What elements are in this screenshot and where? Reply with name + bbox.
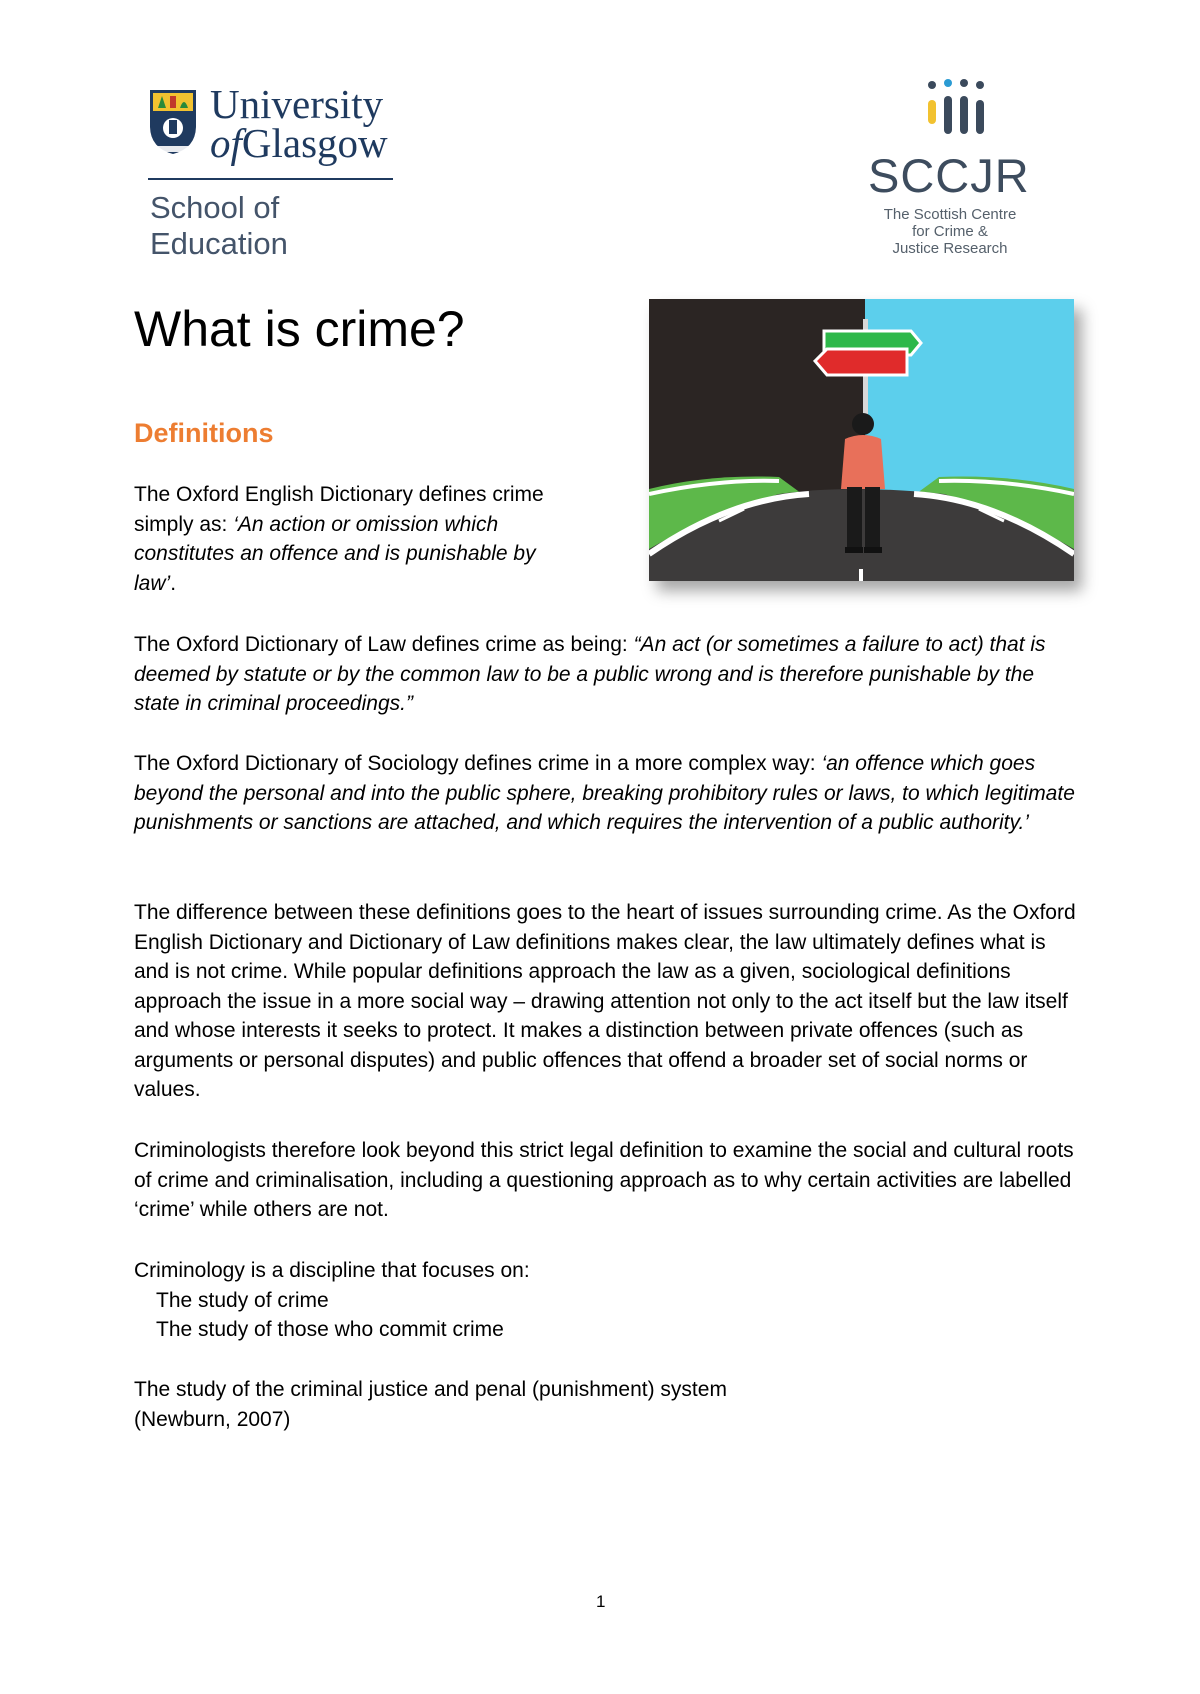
- sccjr-bars-icon: [926, 78, 988, 136]
- paragraph-difference: The difference between these definitions goes to the heart of issues surrounding crime. As the Oxford English Dictionary and Dictionary of Law definitions makes clear, the law ultimately defines what is and is not crime. While popular definitions approach the law as a given, sociological definitions approach the issue in a more social way – drawing attention not only to the act itself but the law itself and whose interests it seeks to protect. It makes a distinction between private offences (such as arguments or personal disputes) and public offences that offend a broader set of social norms or values.: [134, 901, 1076, 1101]
- sccjr-subtitle: The Scottish Centre for Crime & Justice Research: [883, 206, 1017, 257]
- university-of-glasgow-logo: [148, 81, 398, 264]
- page-title: What is crime?: [134, 301, 465, 357]
- school-name: School of Education: [150, 190, 288, 261]
- paragraph-criminology-focus: [134, 1256, 834, 1345]
- list-item: The study of crime: [156, 1288, 329, 1312]
- focus-intro: Criminology is a discipline that focuses on:: [134, 1259, 530, 1282]
- paragraph-sociology-definition: The Oxford Dictionary of Sociology defines crime in a more complex way: ‘an offence which goes beyond the personal and into the public sphere, breaking prohibitory rules or laws, to which legitimate punishments or sanctions are attached, and which requires the intervention of a public authority.’: [134, 752, 1075, 834]
- paragraph-criminologists: Criminologists therefore look beyond this strict legal definition to examine the social and cultural roots of crime and criminalisation, including a questioning approach as to why certain activities are labelled ‘crime’ while others are not.: [134, 1139, 1074, 1221]
- logo-divider: [148, 178, 393, 180]
- sccjr-acronym: SCCJR: [868, 149, 1030, 202]
- glasgow-crest-icon: [148, 86, 198, 156]
- university-name: University ofGlasgow: [210, 81, 388, 166]
- list-item: The study of those who commit crime: [156, 1318, 504, 1341]
- page-number: 1: [596, 1592, 606, 1611]
- paragraph-justice-system: The study of the criminal justice and penal (punishment) system (Newburn, 2007): [134, 1375, 934, 1434]
- section-heading: Definitions: [134, 418, 274, 448]
- citation: (Newburn, 2007): [134, 1407, 291, 1431]
- paragraph-oed-definition: The Oxford English Dictionary defines crime simply as: ‘An action or omission which constitutes an offence and is punishable by law’.: [134, 483, 544, 595]
- crossroads-illustration: [649, 299, 1074, 581]
- sccjr-logo: [868, 74, 1048, 264]
- paragraph-law-definition: The Oxford Dictionary of Law defines crime as being: “An act (or sometimes a failure to act) that is deemed by statute or by the common law to be a public wrong and is therefore punishable by the state in criminal proceedings.”: [134, 633, 1046, 715]
